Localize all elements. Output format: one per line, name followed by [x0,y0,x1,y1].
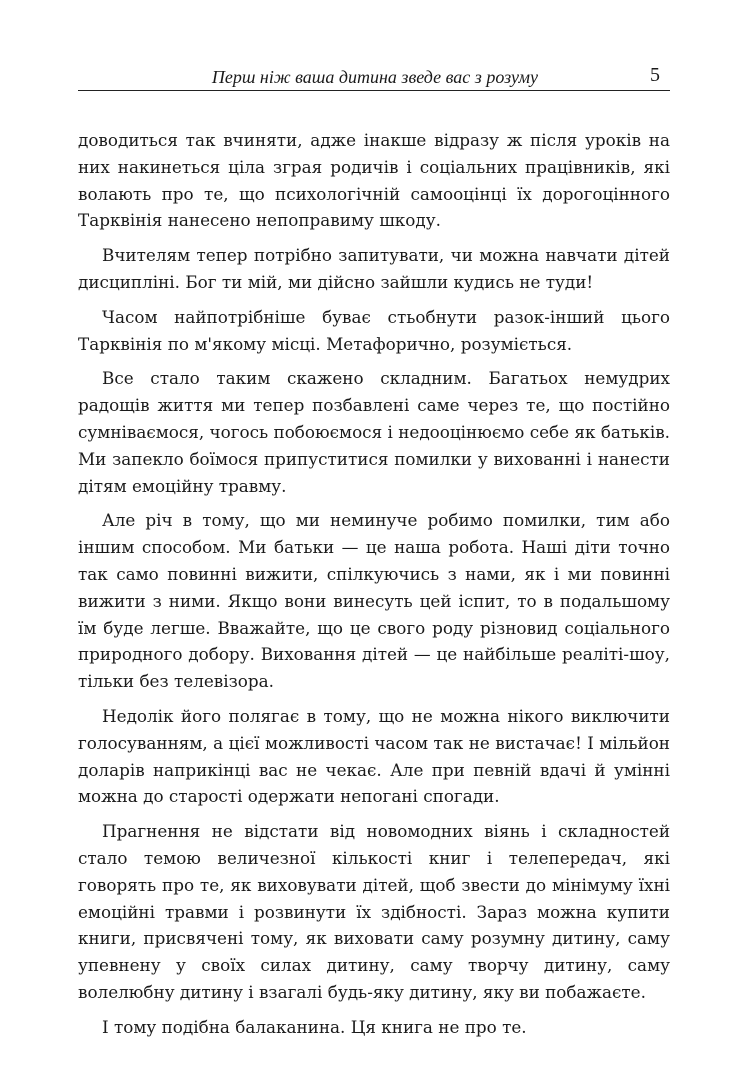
paragraph-4: Все стало таким скажено складним. Багатьох немудрих радощів життя ми тепер позбавлені саме через те, що постійно сумніваємося, чогось побоюємося і недооцінюємо себе як батьків. Ми запекло боїмося припуститися помилки у вихованні і нанести дітям емоційну травму. [78,368,670,496]
paragraph-8: І тому подібна балаканина. Ця книга не про те. [102,1016,527,1037]
paragraph-3: Часом найпотрібніше буває стьобнути разок-інший цього Тарквінія по м'якому місці. Метафорично, розуміється. [78,306,670,354]
page-number: 5 [650,64,660,86]
running-title: Перш ніж ваша дитина зведе вас з розуму [211,67,538,87]
paragraph-6: Недолік його полягає в тому, що не можна нікого виключити голосуванням, а цієї можливості часом так не вистачає! І мільйон доларів наприкінці вас не чекає. Але при певній вдачі й умінні можна до старості одержати непогані спогади. [78,705,670,807]
paragraph-5: Але річ в тому, що ми неминуче робимо помилки, тим або іншим способом. Ми батьки — це наша робота. Наші діти точно так само повинні вижити, спілкуючись з нами, як і ми повинні вижити з ними. Якщо вони винесуть цей іспит, то в подальшому їм буде легше. Вважайте, що це свого роду різновид соціального природного добору. Виховання дітей — це найбільше реаліті-шоу, тільки без телевізора. [78,510,670,692]
running-header [78,64,670,91]
paragraph-7: Прагнення не відстати від новомодних віянь і складностей стало темою величезної кількості книг і телепередач, які говорять про те, як виховувати дітей, щоб звести до мінімуму їхні емоційні травми і розвинути їх здібності. Зараз можна купити книги, присвячені тому, як виховати саму розумну дитину, саму упевнену у своїх силах дитину, саму творчу дитину, саму волелюбну дитину і взагалі будь-яку дитину, яку ви побажаєте. [78,821,670,1002]
body-text [78,127,670,1049]
paragraph-1: доводиться так вчиняти, адже інакше відразу ж після уроків на них накинеться ціла зграя родичів і соціальних працівників, які волають про те, що психологічній самооцінці їх дорогоцінного Тарквінія нанесено непоправиму шкоду. [78,130,670,231]
paragraph-2: Вчителям тепер потрібно запитувати, чи можна навчати дітей дисципліні. Бог ти мій, ми дійсно зайшли кудись не туди! [78,245,670,292]
